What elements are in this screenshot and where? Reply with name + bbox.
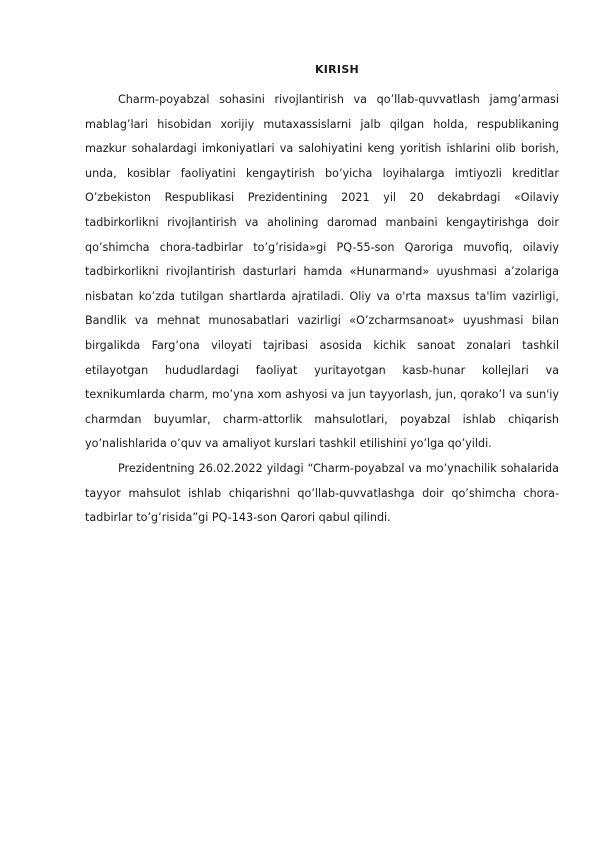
paragraph-1: Charm-poyabzal sohasini rivojlantirish va qo’llab-quvvatlash jamg’armasi mablag’lari hisobidan xorijiy mutaxassislarni jalb qilgan holda, respublikaning mazkur sohalardagi imkoniyatlari va salohiyatini keng yoritish ishlarini olib borish, unda, kosiblar faoliyatini kengaytirish bo’yicha loyihalarga imtiyozli kreditlar O’zbekiston Respublikasi Prezidentining 2021 yil 20 dekabrdagi «Oilaviy tadbirkorlikni rivojlantirish va aholining daromad manbaini kengaytirishga doir qo’shimcha chora-tadbirlar to’g’risida»gi PQ-55-son Qaroriga muvofiq, oilaviy tadbirkorlikni rivojlantirish dasturlari hamda «Hunarmand» uyushmasi a’zolariga nisbatan ko’zda tutilgan shartlarda ajratiladi. Oliy va o'rta maxsus ta'lim vazirligi, Bandlik va mehnat munosabatlari vazirligi «O’zcharmsanoat» uyushmasi bilan birgalikda Farg’ona viloyati tajribasi asosida kichik sanoat zonalari tashkil etilayotgan hududlardagi faoliyat yuritayotgan kasb-hunar kollejlari va texnikumlarda charm, mo’yna xom ashyosi va jun tayyorlash, jun, qorako’l va sun'iy charmdan buyumlar, charm-attorlik mahsulotlari, poyabzal ishlab chiqarish yo’nalishlarida o’quv va amaliyot kurslari tashkil etilishini yo’lga qo’yildi.	[85, 93, 559, 451]
page-title: KIRISH	[314, 63, 360, 76]
document-page	[85, 62, 559, 531]
paragraph-2: Prezidentning 26.02.2022 yildagi “Charm-poyabzal va mo’ynachilik sohalarida tayyor mahsulot ishlab chiqarishni qo’llab-quvvatlashga doir qo’shimcha chora-tadbirlar to’g’risida”gi PQ-143-son Qarori qabul qilindi.	[85, 461, 559, 525]
